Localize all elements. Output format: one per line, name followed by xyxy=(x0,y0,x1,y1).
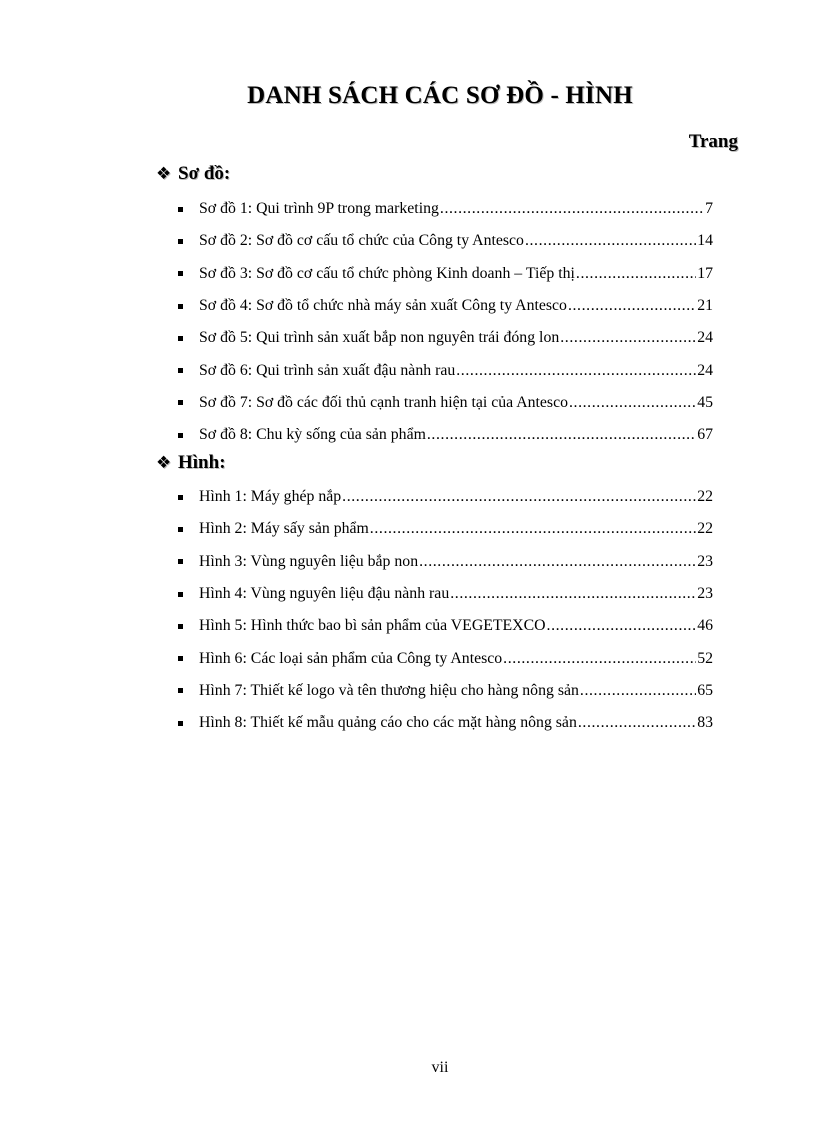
square-bullet-icon xyxy=(178,239,183,244)
dot-leader xyxy=(580,682,696,700)
toc-entry-page: 24 xyxy=(697,329,713,347)
section-heading-label: Hình: xyxy=(178,452,226,473)
toc-entry-title: Hình 1: Máy ghép nắp xyxy=(199,488,342,506)
toc-entry[interactable] xyxy=(178,642,713,674)
dot-leader xyxy=(427,426,696,444)
toc-entry-page: 65 xyxy=(697,681,713,699)
square-bullet-icon xyxy=(178,656,183,661)
toc-entry[interactable] xyxy=(178,419,713,451)
toc-entry[interactable] xyxy=(178,225,713,257)
dot-leader xyxy=(547,617,697,635)
dot-leader xyxy=(576,265,696,283)
toc-entry-title: Sơ đồ 5: Qui trình sản xuất bắp non nguyên trái đóng lon xyxy=(199,329,560,347)
so-do-list xyxy=(178,193,713,451)
toc-entry[interactable] xyxy=(178,322,713,354)
page-column-label: Trang xyxy=(688,131,738,152)
square-bullet-icon xyxy=(178,336,183,341)
toc-entry-page: 17 xyxy=(697,264,713,282)
toc-entry-title: Sơ đồ 3: Sơ đồ cơ cấu tổ chức phòng Kinh doanh – Tiếp thị xyxy=(199,264,575,282)
toc-entry-title: Sơ đồ 2: Sơ đồ cơ cấu tổ chức của Công ty Antesco xyxy=(199,232,524,250)
toc-entry-page: 52 xyxy=(697,649,713,667)
toc-entry-page: 23 xyxy=(697,585,713,603)
dot-leader xyxy=(578,714,696,732)
toc-entry-page: 46 xyxy=(697,617,713,635)
square-bullet-icon xyxy=(178,207,183,212)
toc-entry[interactable] xyxy=(178,354,713,386)
dot-leader xyxy=(525,232,696,250)
square-bullet-icon xyxy=(178,624,183,629)
toc-entry-title: Sơ đồ 6: Qui trình sản xuất đậu nành rau xyxy=(199,361,456,379)
toc-entry[interactable] xyxy=(178,258,713,290)
toc-entry-title: Hình 6: Các loại sản phẩm của Công ty Antesco xyxy=(199,649,503,667)
toc-entry-title: Hình 2: Máy sấy sản phẩm xyxy=(199,520,369,538)
toc-entry-title: Hình 8: Thiết kế mẫu quảng cáo cho các mặt hàng nông sản xyxy=(199,714,577,732)
hinh-list xyxy=(178,481,713,739)
dot-leader xyxy=(419,553,696,571)
square-bullet-icon xyxy=(178,495,183,500)
toc-entry-page: 83 xyxy=(697,714,713,732)
dot-leader xyxy=(440,200,704,218)
toc-entry-page: 22 xyxy=(697,520,713,538)
section-heading-label: Sơ đồ: xyxy=(178,163,231,184)
toc-entry[interactable] xyxy=(178,290,713,322)
square-bullet-icon xyxy=(178,592,183,597)
diamond-bullet-icon: ❖ xyxy=(156,164,172,184)
toc-entry-title: Hình 4: Vùng nguyên liệu đậu nành rau xyxy=(199,585,450,603)
toc-entry-page: 23 xyxy=(697,552,713,570)
toc-entry-title: Sơ đồ 8: Chu kỳ sống của sản phẩm xyxy=(199,426,426,444)
toc-entry[interactable] xyxy=(178,513,713,545)
toc-entry-page: 24 xyxy=(697,361,713,379)
footer-page-number: vii xyxy=(431,1059,449,1076)
square-bullet-icon xyxy=(178,433,183,438)
section-heading-so-do xyxy=(156,163,230,185)
toc-entry-page: 67 xyxy=(697,426,713,444)
section-heading-hinh xyxy=(156,452,226,474)
square-bullet-icon xyxy=(178,527,183,532)
toc-entry[interactable] xyxy=(178,387,713,419)
square-bullet-icon xyxy=(178,688,183,693)
toc-entry-title: Sơ đồ 7: Sơ đồ các đối thủ cạnh tranh hiện tại của Antesco xyxy=(199,393,568,411)
toc-entry[interactable] xyxy=(178,546,713,578)
page-title: DANH SÁCH CÁC SƠ ĐỒ - HÌNH xyxy=(247,82,633,109)
dot-leader xyxy=(569,394,696,412)
toc-entry-page: 21 xyxy=(697,297,713,315)
dot-leader xyxy=(560,329,696,347)
square-bullet-icon xyxy=(178,368,183,373)
square-bullet-icon xyxy=(178,721,183,726)
dot-leader xyxy=(370,520,696,538)
toc-entry[interactable] xyxy=(178,193,713,225)
toc-entry-title: Hình 3: Vùng nguyên liệu bắp non xyxy=(199,552,419,570)
toc-entry[interactable] xyxy=(178,707,713,739)
square-bullet-icon xyxy=(178,304,183,309)
square-bullet-icon xyxy=(178,559,183,564)
toc-entry-page: 22 xyxy=(697,488,713,506)
toc-entry[interactable] xyxy=(178,675,713,707)
toc-entry-page: 7 xyxy=(705,200,713,218)
square-bullet-icon xyxy=(178,400,183,405)
toc-entry[interactable] xyxy=(178,481,713,513)
toc-entry-title: Hình 7: Thiết kế logo và tên thương hiệu cho hàng nông sản xyxy=(199,681,579,699)
toc-entry-title: Sơ đồ 4: Sơ đồ tổ chức nhà máy sản xuất Công ty Antesco xyxy=(199,297,567,315)
dot-leader xyxy=(503,650,696,668)
toc-entry[interactable] xyxy=(178,578,713,610)
toc-entry-page: 45 xyxy=(697,393,713,411)
toc-entry-title: Hình 5: Hình thức bao bì sản phẩm của VEGETEXCO xyxy=(199,617,546,635)
toc-entry-title: Sơ đồ 1: Qui trình 9P trong marketing xyxy=(199,200,439,218)
square-bullet-icon xyxy=(178,271,183,276)
toc-entry[interactable] xyxy=(178,610,713,642)
diamond-bullet-icon: ❖ xyxy=(156,453,172,473)
dot-leader xyxy=(568,297,696,315)
dot-leader xyxy=(450,585,696,603)
dot-leader xyxy=(456,362,696,380)
dot-leader xyxy=(342,488,696,506)
toc-entry-page: 14 xyxy=(697,232,713,250)
